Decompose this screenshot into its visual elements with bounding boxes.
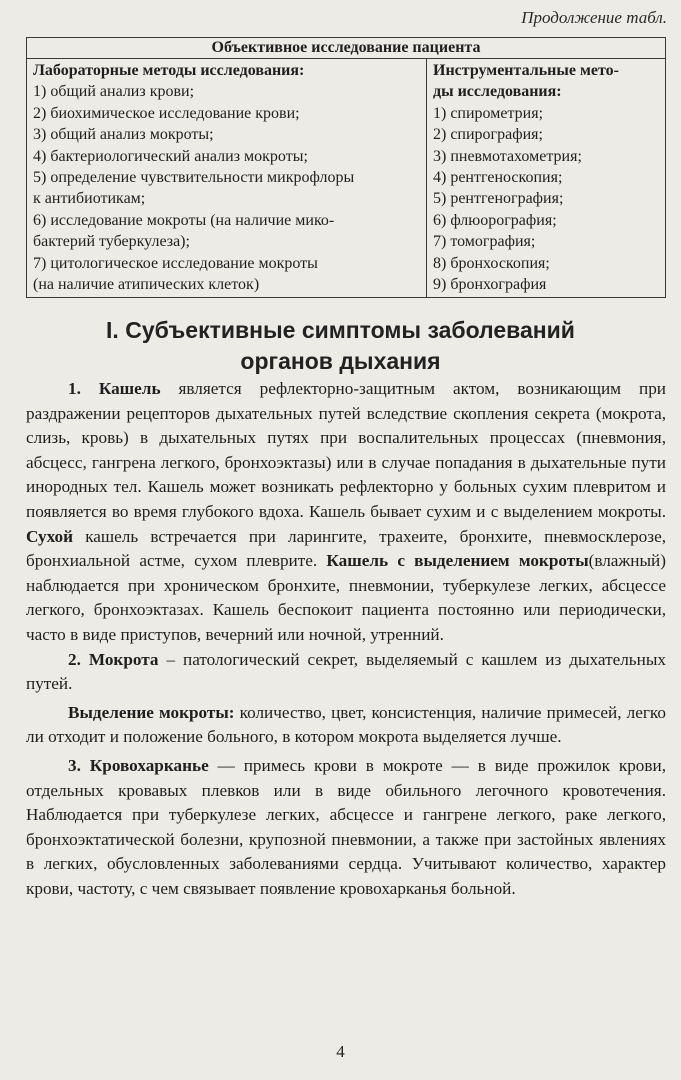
laboratory-methods-cell: [27, 59, 427, 298]
list-item: 3) пневмотахометрия;: [433, 147, 582, 165]
list-item: 1) общий анализ крови;: [33, 83, 195, 101]
term-wet-cough: Кашель с выделением мокроты: [326, 551, 589, 571]
list-item: 8) бронхоскопия;: [433, 254, 550, 272]
list-item: к антибиотикам;: [33, 190, 146, 208]
list-item: 5) рентгенография;: [433, 190, 564, 208]
continuation-label: Продолжение табл.: [521, 8, 667, 27]
list-item: 7) томография;: [433, 233, 536, 251]
body-text: [26, 377, 666, 901]
section-heading-line-2: органов дыхания: [240, 348, 441, 374]
table-title: Объективное исследование пациента: [27, 38, 666, 59]
term-sputum-discharge: Выделение мокроты:: [68, 702, 235, 722]
section-heading-line-1: I. Субъективные симптомы заболеваний: [106, 317, 575, 343]
paragraph-text: – патологический секрет, выделяемый с кашлем из дыхательных путей.: [26, 649, 666, 694]
instrumental-methods-cell: [427, 59, 666, 298]
paragraph-text: (влажный) наблюдается при хроническом бронхите, пневмонии, туберкулезе легких, абсцессе легкого, бронхоэктазах. Кашель беспокоит пациента постоянно или периодически, часто в виде приступов, вечерний или ночной, утренний.: [26, 551, 666, 644]
list-item: (на наличие атипических клеток): [33, 276, 260, 294]
term-dry: Сухой: [26, 526, 74, 546]
paragraph-text: — примесь крови в мокроте — в виде прожилок крови, отдельных кровавых плевков или в виде обильного легочного кровотечения. Наблюдается при туберкулезе легких, абсцессе и гангрене легкого, раке легкого, бронхоэктатической болезни, крупозной пневмонии, а также при застойных явлениях в легких, обусловленных заболеваниями сердца. Учитывают количество, характер крови, частоту, с чем связывает появление кровохарканья больной.: [26, 755, 666, 898]
list-item: 1) спирометрия;: [433, 104, 544, 122]
paragraph-text: кашель встречается при ларингите, трахеите, бронхите, пневмосклерозе, бронхиальной астме, сухом плеврите.: [26, 526, 666, 571]
paragraph-text: количество, цвет, консистенция, наличие примесей, легко ли отходит и положение больного, в котором мокрота выделяется лучше.: [26, 702, 666, 747]
term-hemoptysis: 3. Кровохарканье: [68, 755, 209, 775]
list-item: 6) флюорография;: [433, 211, 557, 229]
instrumental-methods-header-cont: ды исследования:: [433, 83, 562, 101]
examination-table: [26, 37, 666, 298]
list-item: 9) бронхография: [433, 276, 547, 294]
paragraph-cough: [26, 377, 666, 648]
paragraph-hemoptysis: [26, 754, 666, 902]
list-item: 4) бактериологический анализ мокроты;: [33, 147, 308, 165]
section-heading: [0, 315, 681, 377]
paragraph-text: является рефлекторно-защитным актом, возникающим при раздражении рецепторов дыхательных путей вследствие скопления секрета (мокрота, слизь, кровь) в дыхательных путях при воспалительных процессах (пневмония, абсцесс, гангрена легкого, бронхоэктазы) или в случае попадания в дыхательные пути инородных тел. Кашель может возникать рефлекторно у больных сухим плевритом и появляется во время глубокого вдоха. Кашель бывает сухим и с выделением мокроты.: [26, 379, 666, 521]
list-item: 7) цитологическое исследование мокроты: [33, 254, 318, 272]
term-sputum: 2. Мокрота: [68, 649, 159, 669]
laboratory-methods-header: Лабораторные методы исследования:: [33, 62, 305, 79]
list-item: 4) рентгеноскопия;: [433, 169, 563, 187]
list-item: 5) определение чувствительности микрофлоры: [33, 169, 355, 187]
term-cough: 1. Кашель: [68, 379, 161, 398]
list-item: 6) исследование мокроты (на наличие мико-: [33, 211, 335, 229]
list-item: бактерий туберкулеза);: [33, 233, 190, 251]
instrumental-methods-header: Инструментальные мето-: [433, 62, 619, 79]
page-number: 4: [336, 1042, 345, 1061]
paragraph-sputum-discharge: [26, 701, 666, 750]
list-item: 2) биохимическое исследование крови;: [33, 104, 300, 122]
paragraph-sputum: [26, 648, 666, 697]
list-item: 3) общий анализ мокроты;: [33, 126, 214, 144]
list-item: 2) спирография;: [433, 126, 543, 144]
